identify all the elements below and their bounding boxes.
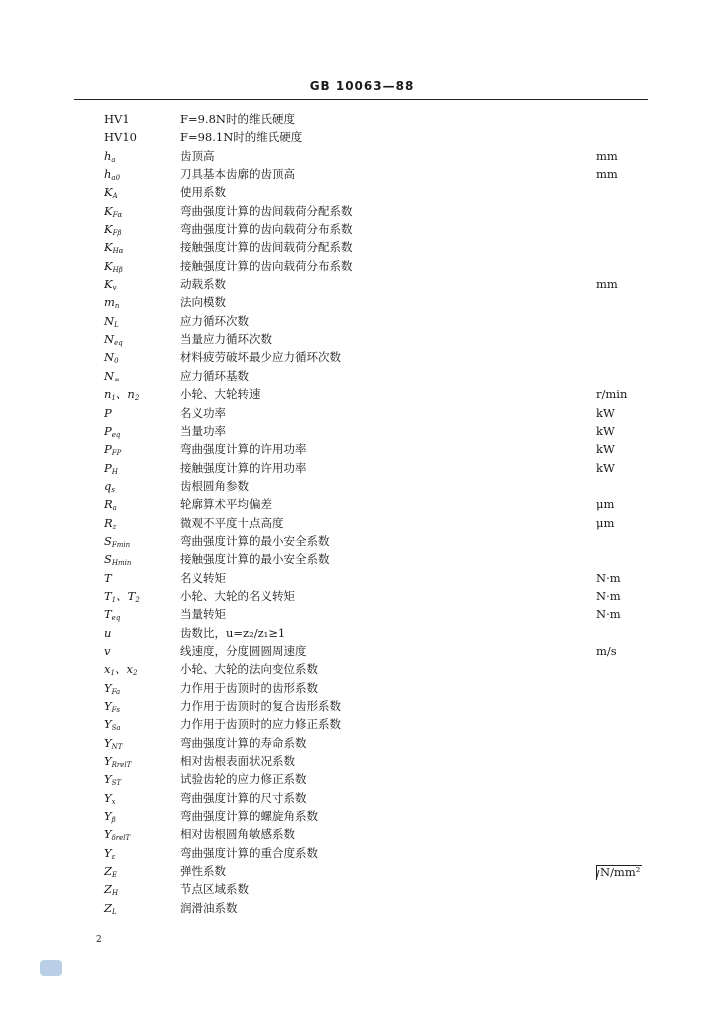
symbol-row (0, 789, 724, 807)
symbol-row (0, 679, 724, 697)
symbol: HV1 (104, 112, 130, 126)
symbol-row (0, 110, 724, 128)
symbol: $Z_L$ (104, 900, 117, 916)
symbol: $m_n$ (104, 295, 120, 311)
symbol-description: 相对齿根圆角敏感系数 (180, 827, 295, 842)
symbol-unit: mm (596, 167, 618, 182)
symbol: $R_z$ (104, 515, 117, 531)
symbol: $n_1$、$n_2$ (104, 387, 140, 403)
symbol-unit: kW (596, 423, 615, 438)
symbol-unit: N·m (596, 607, 621, 622)
symbol-description: 弯曲强度计算的最小安全系数 (180, 533, 330, 548)
symbol-description: 使用系数 (180, 185, 226, 200)
symbol-unit: μm (596, 497, 615, 512)
symbol-row (0, 348, 724, 366)
symbol-row (0, 385, 724, 403)
symbol-row (0, 862, 724, 880)
symbol: $x_1$、$x_2$ (104, 662, 138, 678)
symbol-description: 接触强度计算的许用功率 (180, 460, 307, 475)
symbol-unit: N·m (596, 570, 621, 585)
symbol-row (0, 477, 724, 495)
symbol: $q_s$ (104, 478, 115, 494)
symbol-row (0, 495, 724, 513)
symbol-row (0, 844, 724, 862)
symbol-unit: r/min (596, 387, 628, 402)
symbol-row (0, 642, 724, 660)
symbol-row (0, 752, 724, 770)
symbol: $R_a$ (104, 497, 117, 513)
symbol-description: 试验齿轮的应力修正系数 (180, 772, 307, 787)
symbol: $N_0$ (104, 350, 119, 366)
symbol-row (0, 440, 724, 458)
symbol-row (0, 514, 724, 532)
symbol: $Y_{ST}$ (104, 772, 122, 788)
symbol-description: 应力循环次数 (180, 313, 249, 328)
symbol: $P_{FP}$ (104, 442, 122, 458)
symbol-description: 轮廓算术平均偏差 (180, 497, 272, 512)
symbol-unit: m/s (596, 643, 617, 658)
symbol: $Z_E$ (104, 864, 118, 880)
symbol-unit: mm (596, 148, 618, 163)
symbol-description: 小轮、大轮转速 (180, 387, 261, 402)
symbol-description: 弯曲强度计算的齿间载荷分配系数 (180, 203, 353, 218)
symbol-description: 力作用于齿顶时的齿形系数 (180, 680, 318, 695)
symbol-description: 当量转矩 (180, 607, 226, 622)
symbol-row (0, 624, 724, 642)
symbol-description: 小轮、大轮的名义转矩 (180, 588, 295, 603)
page-number: 2 (96, 935, 102, 945)
symbol-description: 法向模数 (180, 295, 226, 310)
symbol-description: 动载系数 (180, 277, 226, 292)
symbol: $Y_\beta$ (104, 809, 116, 825)
symbol-row (0, 660, 724, 678)
symbol-row (0, 605, 724, 623)
symbol: $P_H$ (104, 460, 118, 476)
symbol-description: 材料疲劳破坏最少应力循环次数 (180, 350, 341, 365)
symbol: P (104, 405, 112, 420)
symbol-description: 力作用于齿顶时的复合齿形系数 (180, 699, 341, 713)
symbol-row (0, 238, 724, 256)
symbol-description: 齿顶高 (180, 148, 215, 163)
symbol-row (0, 257, 724, 275)
symbol-description: 接触强度计算的齿间载荷分配系数 (180, 240, 353, 255)
symbol: $S_{Fmin}$ (104, 533, 131, 549)
symbol-description: 弯曲强度计算的许用功率 (180, 442, 307, 457)
symbol-row (0, 367, 724, 385)
symbol-row (0, 532, 724, 550)
symbol-description: 弯曲强度计算的尺寸系数 (180, 790, 307, 805)
symbol-row (0, 825, 724, 843)
symbol-row (0, 202, 724, 220)
header-rule (74, 99, 648, 100)
symbol-row (0, 293, 724, 311)
symbol-description: F=98.1N时的维氏硬度 (180, 130, 303, 145)
symbol-description: 刀具基本齿廓的齿顶高 (180, 167, 295, 182)
symbol: $N_\infty$ (104, 368, 120, 384)
symbol: $h_a$ (104, 148, 116, 164)
library-stamp-icon (40, 960, 62, 976)
symbol: $T_1$、$T_2$ (104, 588, 140, 604)
symbol-description: 弯曲强度计算的齿向载荷分布系数 (180, 222, 353, 237)
symbol: $h_{a0}$ (104, 167, 121, 183)
symbol-description: 接触强度计算的齿向载荷分布系数 (180, 258, 353, 273)
symbol-description: 名义功率 (180, 405, 226, 420)
symbol-unit: μm (596, 515, 615, 530)
symbol: $K_{F\alpha}$ (104, 203, 123, 219)
symbol-description: 弹性系数 (180, 864, 226, 879)
symbol: $Y_\varepsilon$ (104, 845, 116, 861)
symbol-row (0, 715, 724, 733)
symbol-row (0, 697, 724, 715)
symbol: HV10 (104, 130, 137, 145)
symbol: u (104, 625, 112, 640)
symbol-description: 弯曲强度计算的寿命系数 (180, 735, 307, 750)
symbol: $K_{H\beta}$ (104, 258, 123, 274)
symbol: $K_{F\beta}$ (104, 222, 122, 238)
symbol-row (0, 312, 724, 330)
symbol-description: 弯曲强度计算的螺旋角系数 (180, 809, 318, 824)
symbol-description: F=9.8N时的维氏硬度 (180, 112, 295, 126)
symbol: $K_{H\alpha}$ (104, 240, 124, 256)
symbol-row (0, 183, 724, 201)
symbol-description: 名义转矩 (180, 570, 226, 585)
symbol-row (0, 165, 724, 183)
symbol-row (0, 147, 724, 165)
symbol-row (0, 880, 724, 898)
symbol-description: 力作用于齿顶时的应力修正系数 (180, 717, 341, 732)
symbol-description: 线速度，分度圆圆周速度 (180, 643, 307, 658)
symbol-row (0, 404, 724, 422)
symbol: $P_{eq}$ (104, 423, 121, 439)
standard-header: GB 10063—88 (309, 79, 415, 93)
symbol-row (0, 569, 724, 587)
symbol-unit: mm (596, 277, 618, 292)
symbol: $T_{eq}$ (104, 607, 121, 623)
symbol: $Y_{\delta relT}$ (104, 827, 131, 843)
symbol-row (0, 734, 724, 752)
symbol-row (0, 807, 724, 825)
symbol-description: 润滑油系数 (180, 900, 238, 915)
symbol: $Y_{Sa}$ (104, 717, 121, 733)
symbol-description: 微观不平度十点高度 (180, 515, 284, 530)
symbol-unit: kW (596, 442, 615, 457)
symbol: $S_{Hmin}$ (104, 552, 132, 568)
sqrt-unit: N/mm² (596, 865, 642, 879)
symbol-row (0, 550, 724, 568)
symbol: v (104, 643, 111, 658)
symbol-description: 节点区域系数 (180, 882, 249, 897)
symbol-description: 应力循环基数 (180, 368, 249, 383)
symbol-row (0, 275, 724, 293)
symbol-row (0, 422, 724, 440)
symbol: T (104, 570, 112, 585)
symbol-row (0, 220, 724, 238)
symbol: $Y_{Fa}$ (104, 680, 121, 696)
symbol-table (0, 110, 724, 917)
symbol-description: 齿根圆角参数 (180, 478, 249, 493)
symbol-description: 接触强度计算的最小安全系数 (180, 552, 330, 567)
symbol-row (0, 330, 724, 348)
symbol-row (0, 899, 724, 917)
symbol-description: 小轮、大轮的法向变位系数 (180, 662, 318, 677)
symbol-unit: N·m (596, 588, 621, 603)
symbol-unit: kW (596, 405, 615, 420)
symbol-row (0, 587, 724, 605)
symbol-row (0, 459, 724, 477)
symbol: $Y_{RrelT}$ (104, 754, 132, 770)
symbol-unit: kW (596, 460, 615, 475)
symbol-description: 当量应力循环次数 (180, 332, 272, 347)
symbol-unit (596, 862, 642, 881)
symbol: $Y_{NT}$ (104, 735, 123, 751)
symbol: $N_{eq}$ (104, 332, 123, 348)
symbol: $K_A$ (104, 185, 118, 201)
symbol: $Z_H$ (104, 882, 119, 898)
symbol: $Y_x$ (104, 790, 116, 806)
symbol-row (0, 128, 724, 146)
symbol: $K_v$ (104, 277, 117, 293)
symbol-description: 相对齿根表面状况系数 (180, 754, 295, 769)
symbol-description: 弯曲强度计算的重合度系数 (180, 845, 318, 860)
symbol-description: 齿数比，u=z₂/z₁≥1 (180, 625, 286, 640)
symbol-row (0, 770, 724, 788)
symbol-description: 当量功率 (180, 423, 226, 438)
symbol: $Y_{Fs}$ (104, 699, 121, 714)
symbol: $N_L$ (104, 313, 119, 329)
